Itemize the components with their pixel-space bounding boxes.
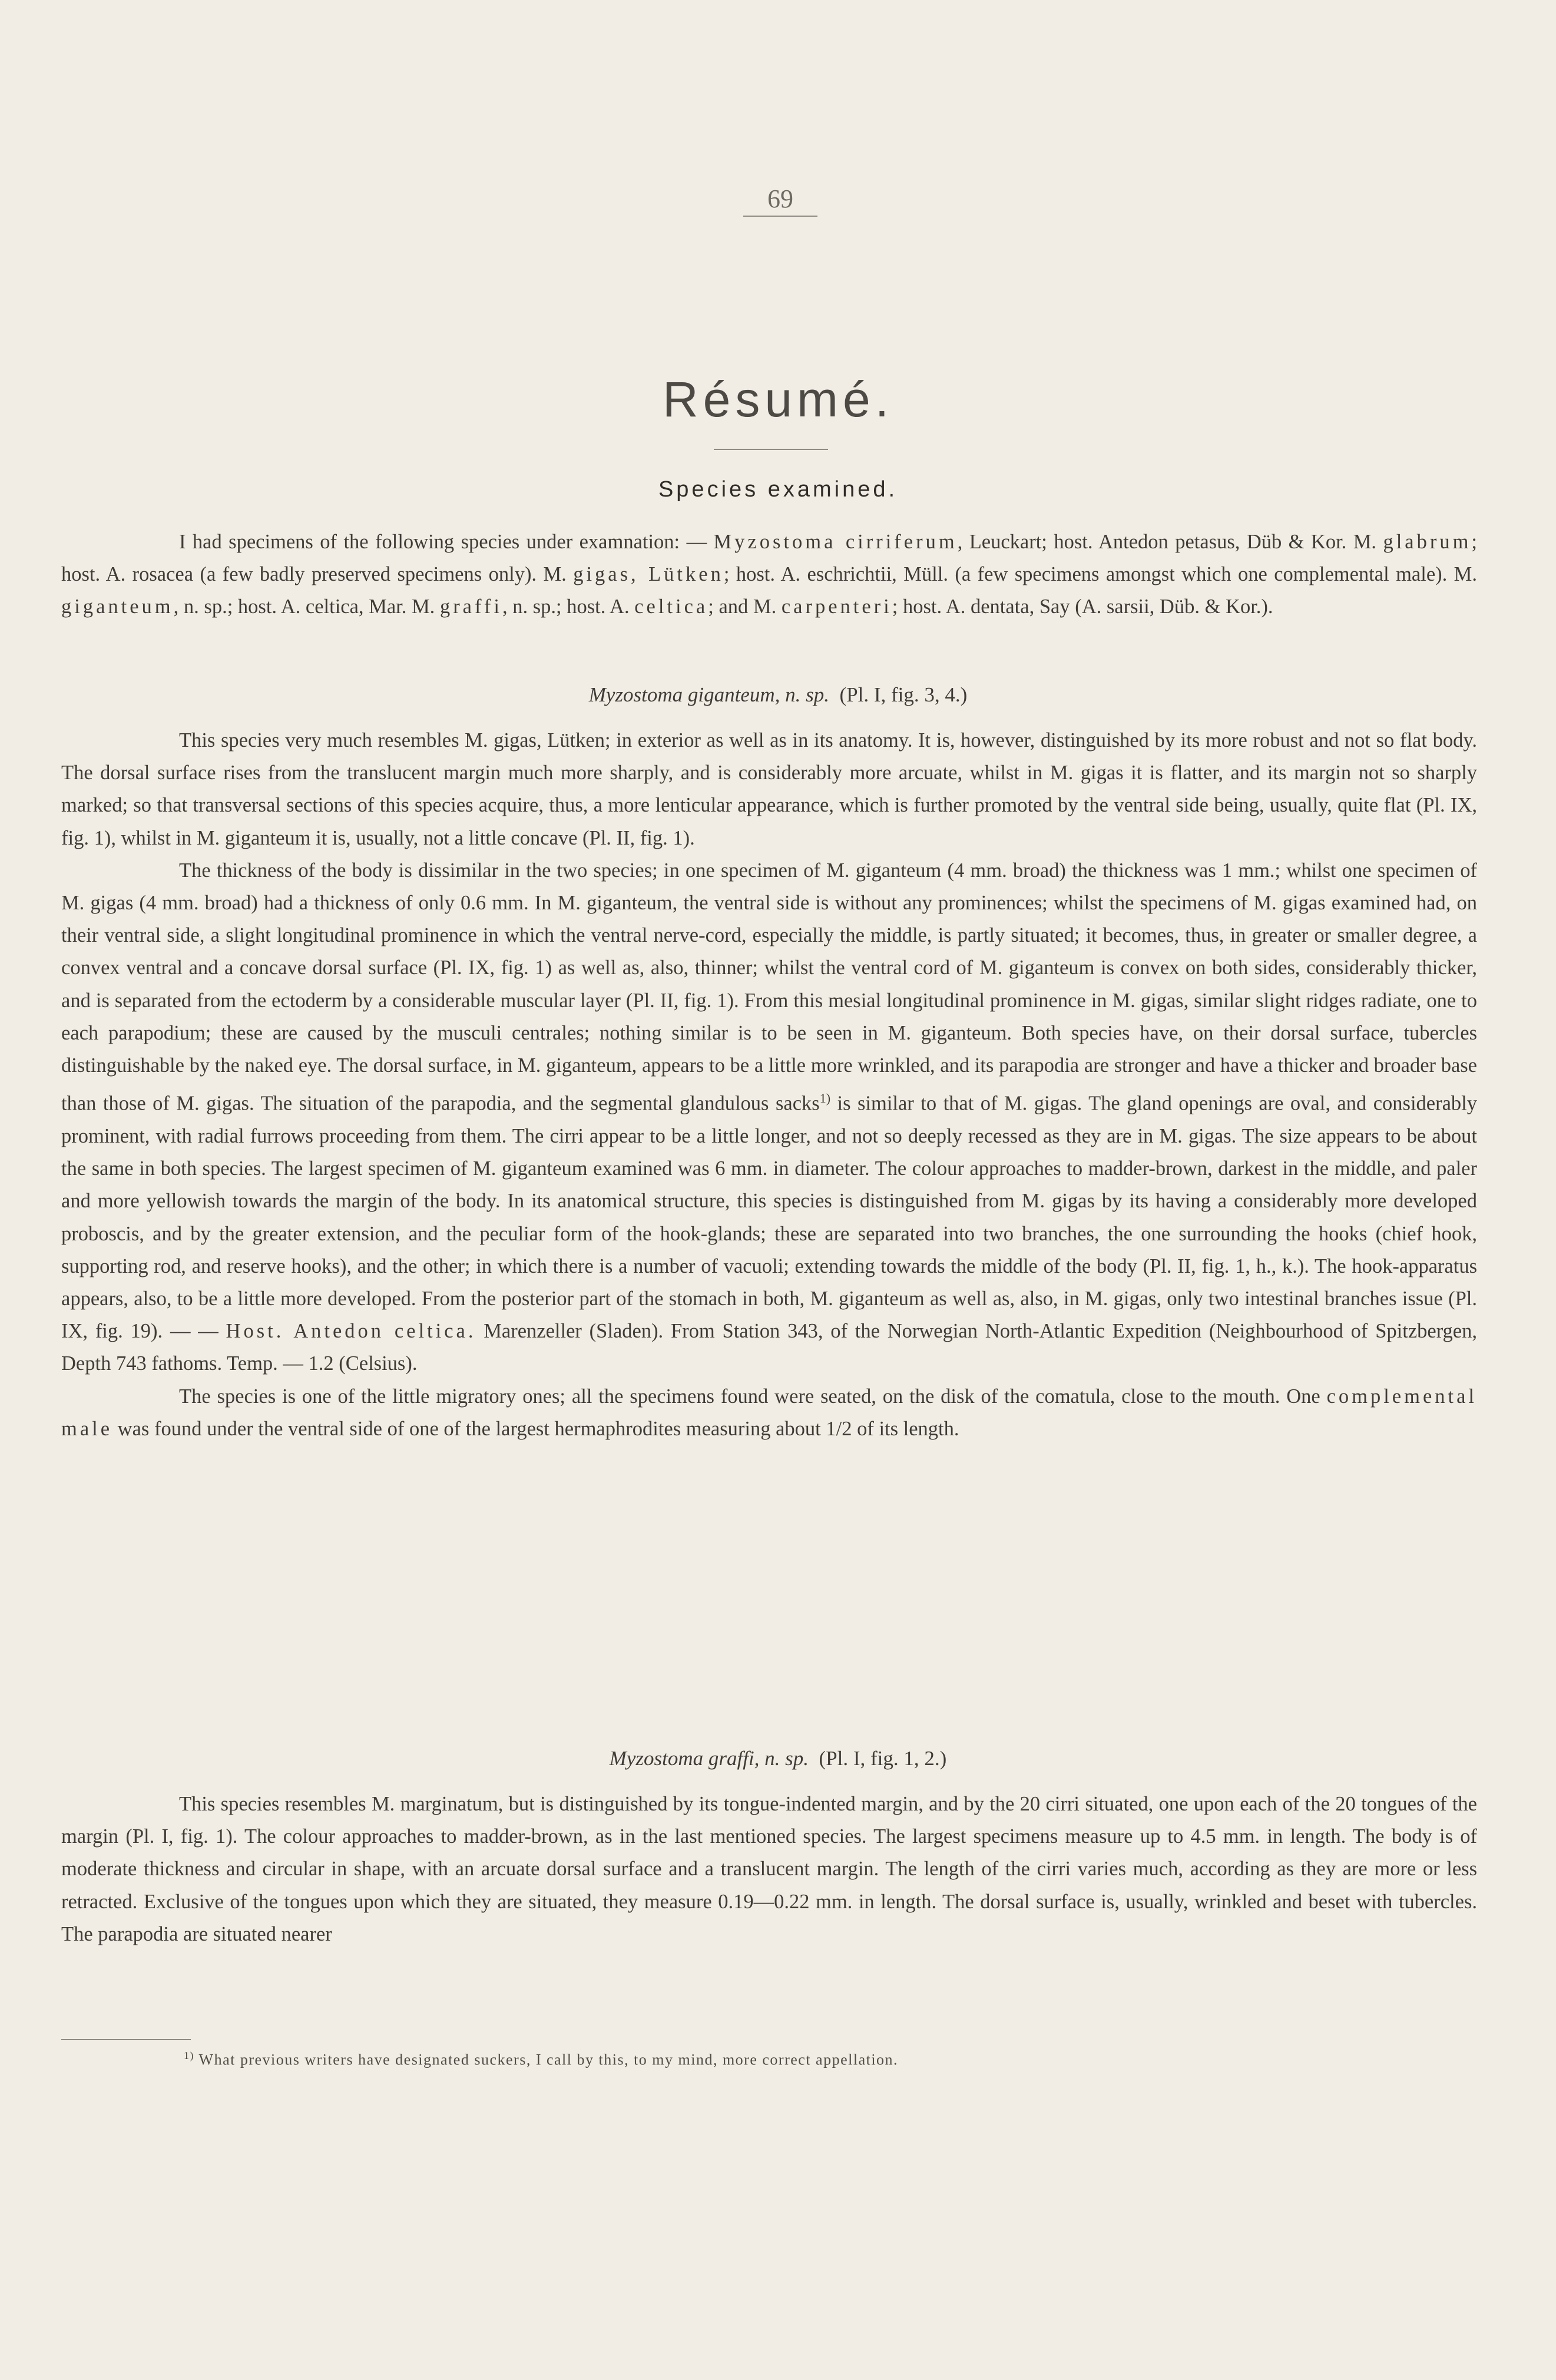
intro-text: I had specimens of the following species under examnation: — bbox=[179, 531, 714, 553]
page-title: Résumé. bbox=[662, 372, 894, 427]
intro-text: ; host. A. dentata, Say (A. sarsii, Düb. & Kor.). bbox=[892, 595, 1273, 618]
title-rule bbox=[714, 449, 828, 450]
species-name: gigas, Lütken bbox=[573, 563, 724, 586]
species-name: graffi bbox=[439, 595, 502, 618]
intro-text: , Leuckart; host. Antedon petasus, Düb & Kor. M. bbox=[957, 531, 1383, 553]
species-giganteum-body bbox=[61, 724, 1477, 1445]
intro-text: ; host. A. rosacea (a few badly preserved specimens only). M. bbox=[61, 531, 1478, 586]
section-subtitle: Species examined. bbox=[658, 477, 898, 502]
species-heading-name: Myzostoma giganteum, n. sp. bbox=[588, 683, 829, 706]
intro-text: , n. sp.; host. A. bbox=[502, 595, 635, 618]
footnote-mark: 1) bbox=[184, 2050, 194, 2061]
fraction: 1/2 bbox=[826, 1417, 852, 1440]
page-number: 69 bbox=[767, 184, 793, 213]
intro-text: ; and M. bbox=[708, 595, 782, 618]
intro-text: ; host. A. eschrichtii, Müll. (a few specimens amongst which one complemental male). M. bbox=[723, 563, 1477, 586]
species-heading-name: Myzostoma graffi, n. sp. bbox=[609, 1747, 809, 1770]
host-name: Host. Antedon celtica. bbox=[226, 1320, 476, 1343]
footnote-rule bbox=[61, 2039, 191, 2040]
emphasis-text: complemental male bbox=[61, 1385, 1477, 1440]
paragraph bbox=[61, 855, 1477, 1381]
species-name: Myzostoma cirriferum bbox=[713, 531, 958, 553]
paragraph: This species resembles M. marginatum, but is distinguished by its tongue-indented margin, and by the 20 cirri situated, one upon each of the 20 tongues of the margin (Pl. I, fig. 1). The colour approaches to madder-brown, as in the last mentioned species. The largest specimens measure up to 4.5 mm. in length. The body is of moderate thickness and circular in shape, with an arcuate dorsal surface and a translucent margin. The length of the cirri varies much, according as they are more or less retracted. Exclusive of the tongues upon which they are situated, they measure 0.19—0.22 mm. in length. The dorsal surface is, usually, wrinkled and beset with tubercles. The parapodia are situated nearer bbox=[61, 1793, 1477, 1945]
species-heading-giganteum bbox=[0, 683, 1556, 707]
species-name: celtica bbox=[634, 595, 709, 618]
paragraph-text: was found under the ventral side of one of the largest hermaphrodites measuring about bbox=[112, 1417, 826, 1440]
intro-paragraph bbox=[61, 526, 1477, 624]
footnote-text: What previous writers have designated suckers, I call by this, to my mind, more correct appellation. bbox=[194, 2051, 899, 2068]
paragraph-text: The species is one of the little migratory ones; all the specimens found were seated, on the disk of the comatula, close to the mouth. One bbox=[179, 1385, 1327, 1408]
species-graffi-body bbox=[61, 1788, 1477, 1951]
species-name: carpenteri bbox=[781, 595, 892, 618]
species-heading-graffi bbox=[0, 1747, 1556, 1770]
intro-block bbox=[61, 526, 1477, 624]
species-heading-reference: (Pl. I, fig. 3, 4.) bbox=[839, 683, 968, 706]
paragraph-text: is similar to that of M. gigas. The gland openings are oval, and considerably prominent, with radial furrows proceeding from them. The cirri appear to be a little longer, and not so deeply recessed as they are in M. gigas. The size appears to be about the same in both species. The largest specimen of M. giganteum examined was 6 mm. in diameter. The colour approaches to madder-brown, darkest in the middle, and paler and more yellowish towards the margin of the body. In its anatomical structure, this species is distinguished from M. gigas by its having a considerably more developed proboscis, and by the greater extension, and the peculiar form of the hook-glands; these are separated into two branches, the one surrounding the hooks (chief hook, supporting rod, and reserve hooks), and the other; in which there is a number of vacuoli; extending towards the middle of the body (Pl. II, fig. 1, h., k.). The hook-apparatus appears, also, to be a little more developed. From the posterior part of the stomach in both, M. giganteum as well as, also, in M. gigas, only two intestinal branches issue (Pl. IX, fig. 19). — — bbox=[61, 1092, 1477, 1343]
paragraph-text: Marenzeller (Sladen). From Station 343, of the Norwegian North-Atlantic Expedition (Neighbourhood of Spitzbergen, Depth 743 fathoms. Temp. — 1.2 (Celsius). bbox=[61, 1320, 1477, 1375]
footnote bbox=[184, 2050, 1362, 2069]
page-number-rule bbox=[743, 216, 817, 217]
species-heading-reference: (Pl. I, fig. 1, 2.) bbox=[819, 1747, 947, 1770]
paragraph-text: The thickness of the body is dissimilar in the two species; in one specimen of M. giganteum (4 mm. broad) the thickness was 1 mm.; whilst one specimen of M. gigas (4 mm. broad) had a thickness of only 0.6 mm. In M. giganteum, the ventral side is without any prominences; whilst the specimens of M. gigas examined had, on their ventral side, a slight longitudinal prominence in which the ventral nerve-cord, especially the middle, is partly situated; it becomes, thus, in greater or smaller degree, a convex ventral and a concave dorsal surface (Pl. IX, fig. 1) as well as, also, thinner; whilst the ventral cord of M. giganteum is convex on both sides, considerably thicker, and is separated from the ectoderm by a considerable muscular layer (Pl. II, fig. 1). From this mesial longitudinal prominence in M. gigas, similar slight ridges radiate, one to each parapodium; these are caused by the musculi centrales; nothing similar is to be seen in M. giganteum. Both species have, on their dorsal surface, tubercles distinguishable by the naked eye. The dorsal surface, in M. giganteum, appears to be a little more wrinkled, and its parapodia are stronger and have a thicker and broader base than those of M. gigas. The situation of the parapodia, and the segmental glandulous sacks bbox=[61, 859, 1477, 1115]
species-name: glabrum bbox=[1383, 531, 1472, 553]
intro-text: , n. sp.; host. A. celtica, Mar. M. bbox=[173, 595, 440, 618]
footnote-reference: 1) bbox=[819, 1091, 831, 1106]
species-name: giganteum bbox=[61, 595, 174, 618]
paragraph bbox=[61, 1381, 1477, 1445]
paragraph: This species very much resembles M. gigas, Lütken; in exterior as well as in its anatomy. It is, however, distinguished by its more robust and not so flat body. The dorsal surface rises from the translucent margin much more sharply, and is considerably more arcuate, whilst in M. gigas it is flatter, and its margin not so sharply marked; so that transversal sections of this species acquire, thus, a more lenticular appearance, which is further promoted by the ventral side being, usually, quite flat (Pl. IX, fig. 1), whilst in M. giganteum it is, usually, not a little concave (Pl. II, fig. 1). bbox=[61, 729, 1477, 849]
paragraph-text: of its length. bbox=[852, 1417, 959, 1440]
